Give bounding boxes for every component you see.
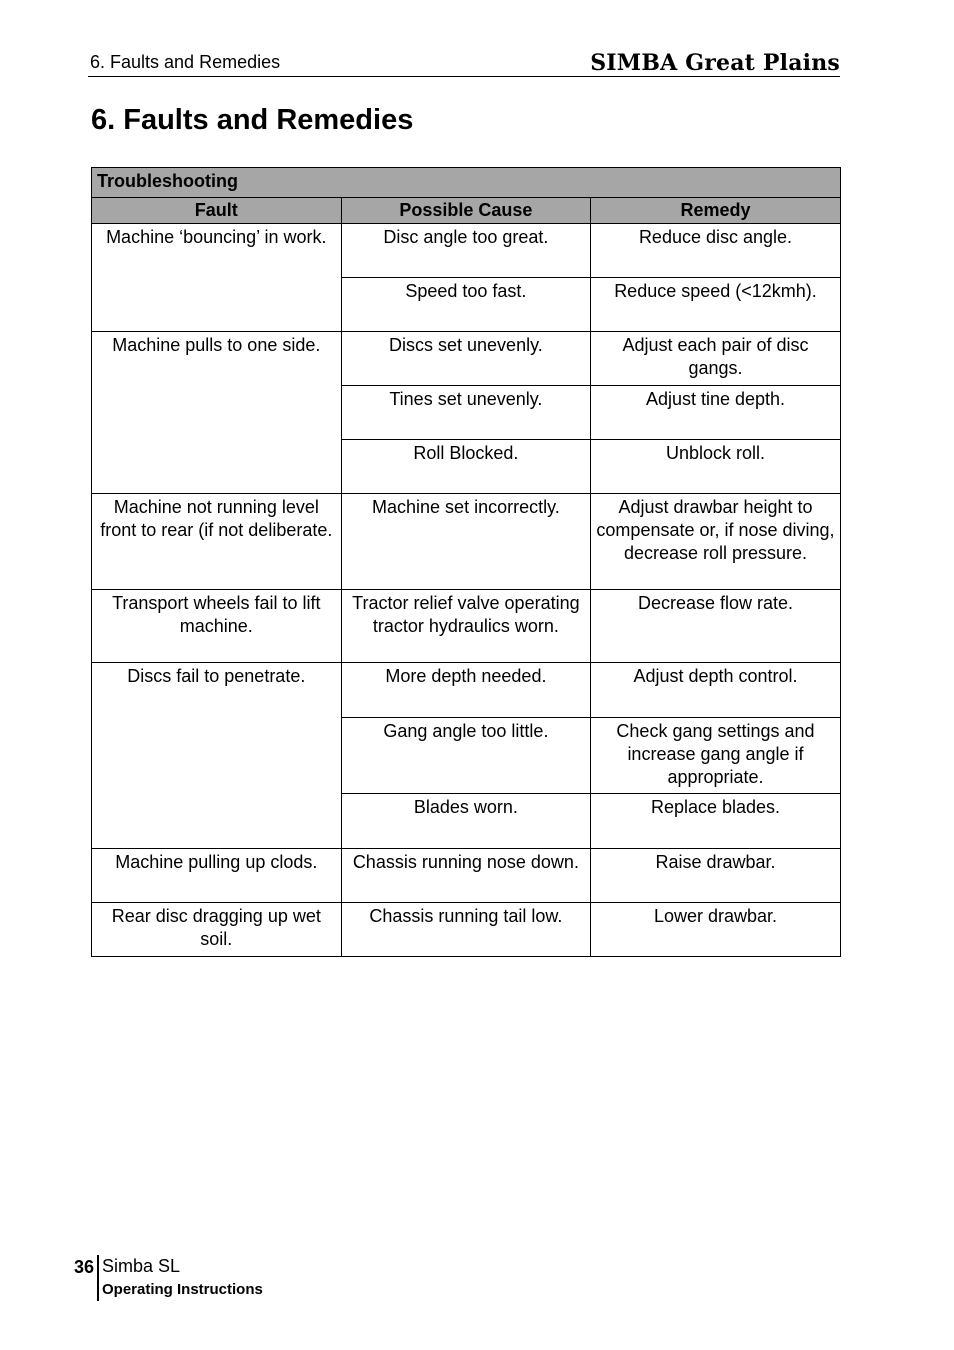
cause-cell: Machine set incorrectly. [341, 494, 591, 590]
cause-cell: Blades worn. [341, 794, 591, 849]
fault-cell: Discs fail to penetrate. [92, 663, 342, 849]
cause-cell: More depth needed. [341, 663, 591, 718]
page-number: 36 [73, 1257, 94, 1277]
column-header-cause: Possible Cause [341, 198, 591, 224]
remedy-cell: Replace blades. [591, 794, 841, 849]
remedy-cell: Adjust each pair of disc gangs. [591, 332, 841, 386]
remedy-cell: Adjust drawbar height to compensate or, if nose diving, decrease roll pressure. [591, 494, 841, 590]
footer-divider [97, 1255, 99, 1301]
fault-cell: Machine pulling up clods. [92, 849, 342, 903]
fault-cell: Machine pulls to one side. [92, 332, 342, 494]
column-header-remedy: Remedy [591, 198, 841, 224]
cause-cell: Tines set unevenly. [341, 386, 591, 440]
table-header-row [92, 198, 841, 224]
remedy-cell: Reduce disc angle. [591, 224, 841, 278]
remedy-cell: Reduce speed (<12kmh). [591, 278, 841, 332]
table-row [92, 224, 841, 278]
cause-cell: Chassis running nose down. [341, 849, 591, 903]
fault-cell: Machine ‘bouncing’ in work. [92, 224, 342, 332]
cause-cell: Chassis running tail low. [341, 903, 591, 957]
table-caption-row [92, 168, 841, 198]
remedy-cell: Adjust depth control. [591, 663, 841, 718]
cause-cell: Speed too fast. [341, 278, 591, 332]
running-header [88, 50, 840, 77]
table-row [92, 590, 841, 663]
remedy-cell: Check gang settings and increase gang angle if appropriate. [591, 718, 841, 794]
fault-cell: Machine not running level front to rear (if not deliberate. [92, 494, 342, 590]
table-row [92, 494, 841, 590]
page-title: 6. Faults and Remedies [91, 104, 414, 136]
footer-document-type: Operating Instructions [102, 1281, 263, 1298]
fault-cell: Rear disc dragging up wet soil. [92, 903, 342, 957]
table-row [92, 332, 841, 386]
cause-cell: Tractor relief valve operating tractor hydraulics worn. [341, 590, 591, 663]
fault-cell: Transport wheels fail to lift machine. [92, 590, 342, 663]
cause-cell: Discs set unevenly. [341, 332, 591, 386]
remedy-cell: Lower drawbar. [591, 903, 841, 957]
brand-logo-text: SIMBA Great Plains [590, 50, 840, 76]
troubleshooting-table [91, 167, 841, 957]
header-section-title: 6. Faults and Remedies [90, 52, 281, 72]
remedy-cell: Unblock roll. [591, 440, 841, 494]
table-caption: Troubleshooting [92, 168, 841, 198]
cause-cell: Gang angle too little. [341, 718, 591, 794]
cause-cell: Roll Blocked. [341, 440, 591, 494]
footer-product-name: Simba SL [102, 1256, 181, 1276]
table-row [92, 849, 841, 903]
remedy-cell: Decrease flow rate. [591, 590, 841, 663]
cause-cell: Disc angle too great. [341, 224, 591, 278]
remedy-cell: Raise drawbar. [591, 849, 841, 903]
column-header-fault: Fault [92, 198, 342, 224]
remedy-cell: Adjust tine depth. [591, 386, 841, 440]
table-row [92, 903, 841, 957]
table-row [92, 663, 841, 718]
